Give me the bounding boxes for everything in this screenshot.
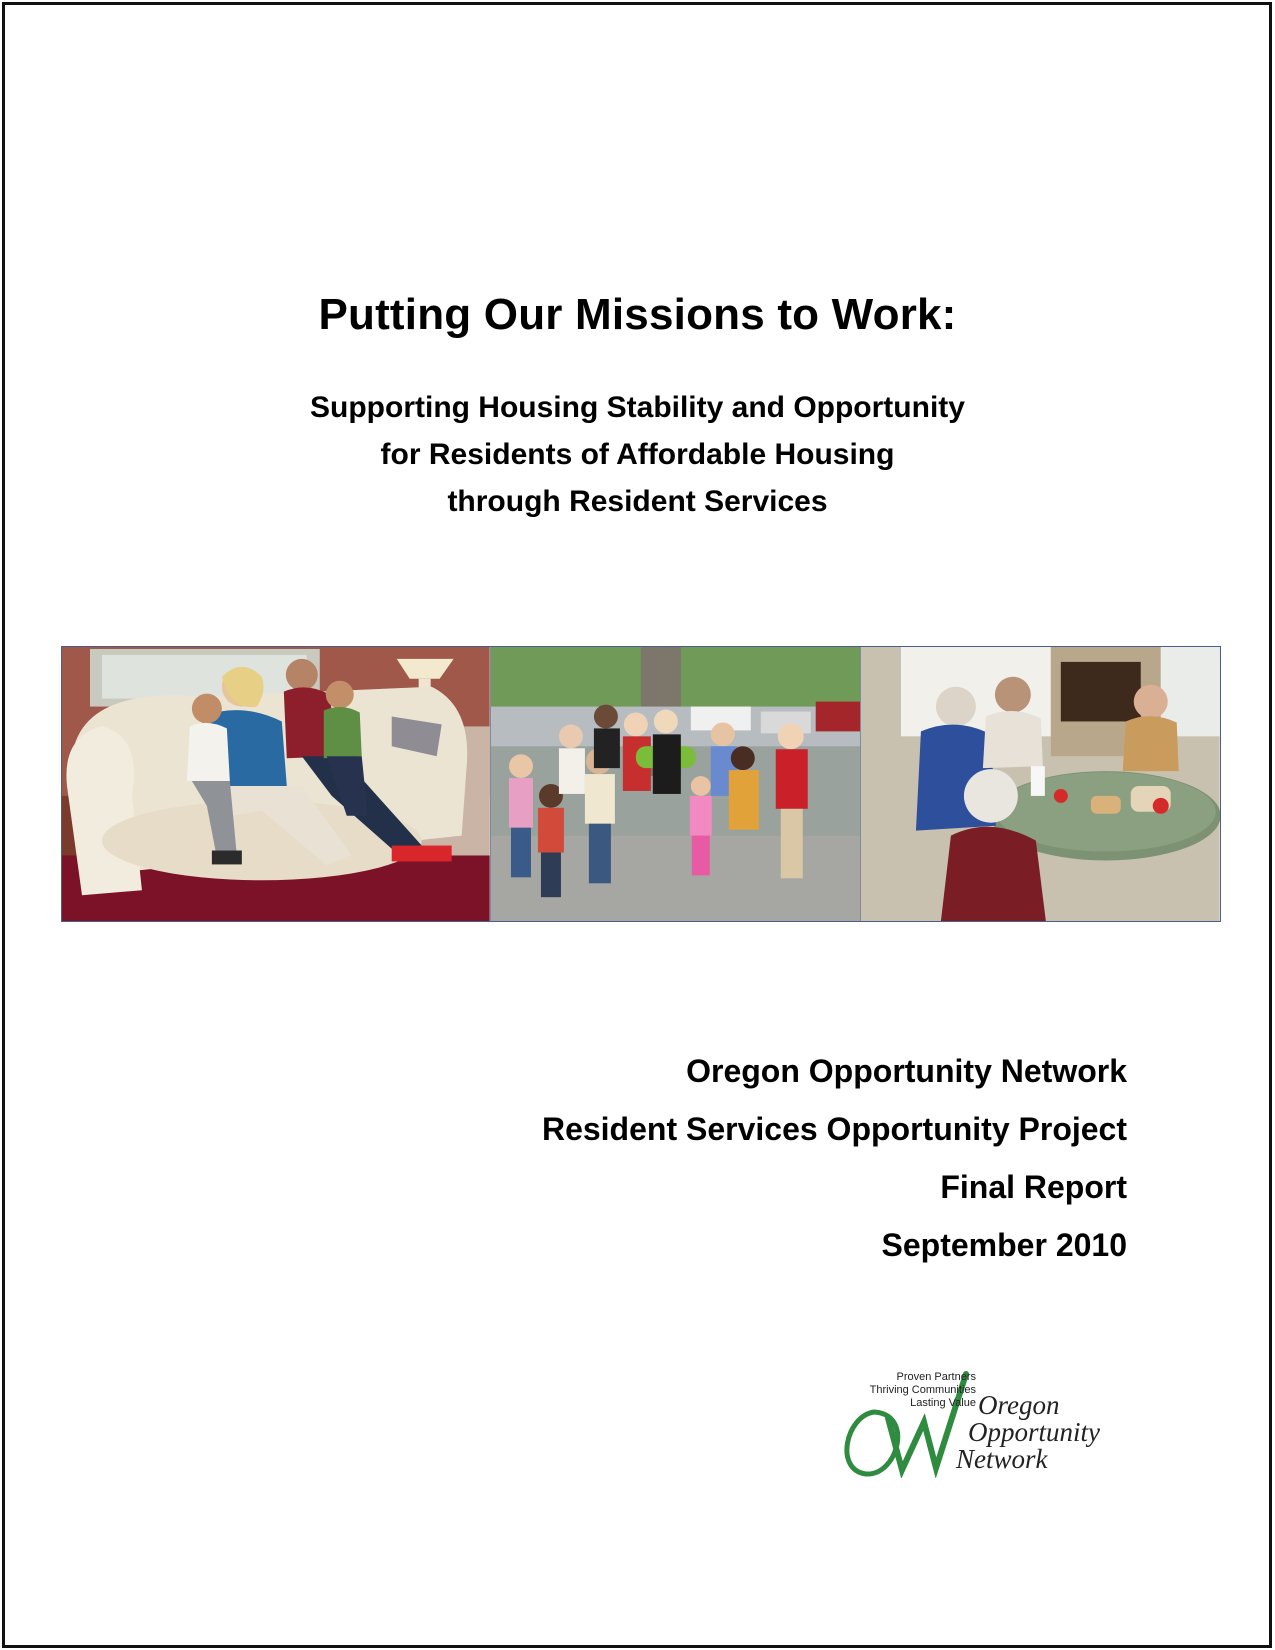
report-info xyxy=(542,1042,1127,1274)
subtitle-line-3: through Resident Services xyxy=(447,485,828,518)
seniors-at-table-photo xyxy=(860,647,1220,921)
logo-org-name xyxy=(956,1390,1100,1474)
report-date: September 2010 xyxy=(881,1227,1127,1263)
logo-name-line-1: Oregon xyxy=(978,1390,1060,1420)
logo-name-line-2: Opportunity xyxy=(968,1417,1100,1447)
subtitle-line-1: Supporting Housing Stability and Opportunity xyxy=(310,391,965,424)
report-type: Final Report xyxy=(940,1169,1127,1205)
tagline-line-2: Thriving Communities xyxy=(869,1384,976,1396)
tagline-line-1: Proven Partners xyxy=(896,1371,976,1383)
subtitle-line-2: for Residents of Affordable Housing xyxy=(380,438,895,471)
family-on-sofa-photo xyxy=(62,647,490,921)
document-title: Putting Our Missions to Work: xyxy=(318,290,957,339)
group-of-children-photo xyxy=(490,647,861,921)
logo-tagline xyxy=(836,1371,976,1410)
document-subtitle xyxy=(0,384,1275,525)
photo-strip xyxy=(61,646,1221,922)
project-name: Resident Services Opportunity Project xyxy=(541,1111,1127,1147)
organization-name: Oregon Opportunity Network xyxy=(686,1053,1127,1089)
tagline-line-3: Lasting Value xyxy=(910,1397,976,1409)
logo-name-line-3: Network xyxy=(956,1444,1048,1474)
